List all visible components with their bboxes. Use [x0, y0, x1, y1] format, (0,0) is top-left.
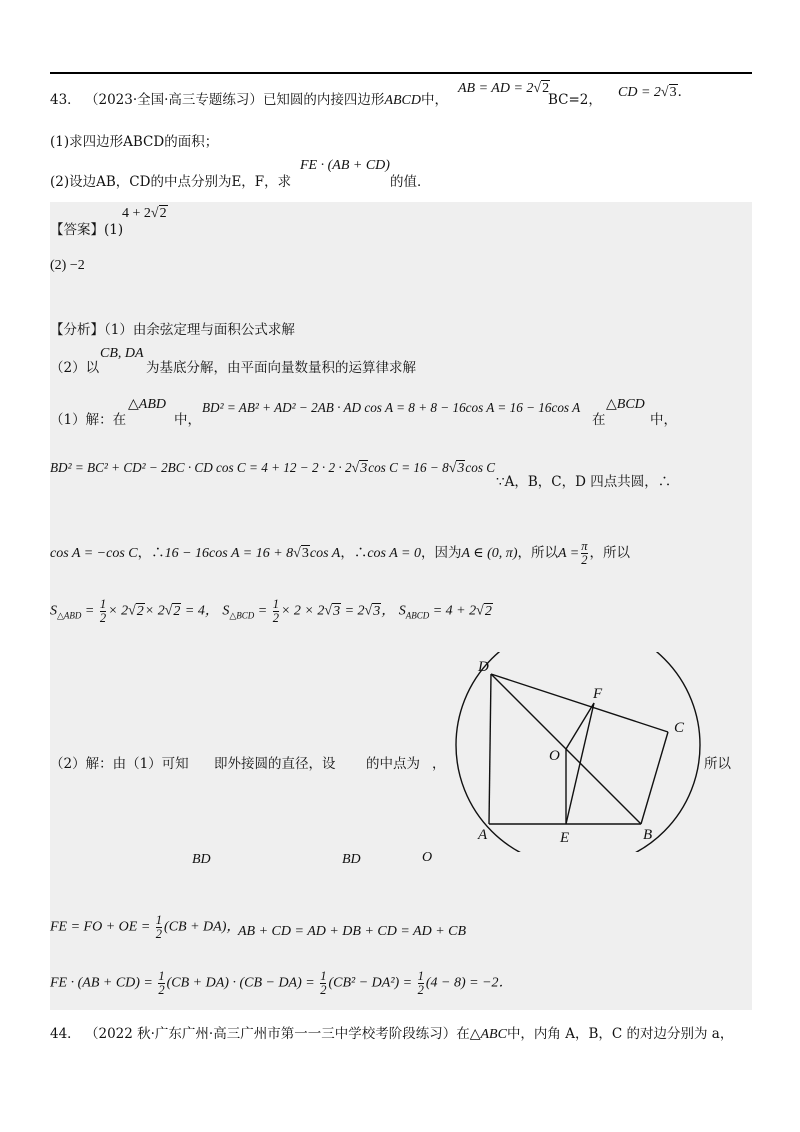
denominator: 2: [272, 611, 279, 625]
equation-part: (CB² − DA²) =: [328, 975, 413, 991]
fraction-one-half: [273, 598, 279, 625]
numerator: 1: [99, 597, 107, 611]
numerator: 1: [155, 913, 163, 927]
solution-2-comma: ，: [432, 756, 446, 772]
equation-part: = 2: [344, 603, 365, 619]
numerator: 1: [272, 597, 279, 611]
equation-part: cos A = 0: [367, 546, 421, 561]
condition-bc-text: BC=2，: [548, 92, 602, 108]
area-equations: $S_{\triangle ABD}$ = $\frac{1}{2}$ × 2√2× 2√2 = 4， $S_{\triangle BCD}$ = $\frac{1}{2}$ × 2 × 2√3 = 2√3， $S_{ABCD} = 4 + 2√2$: [50, 597, 492, 625]
comma: ，: [381, 603, 396, 619]
denominator: 2: [155, 927, 163, 941]
top-rule: [50, 72, 752, 74]
label-d: D: [478, 659, 489, 675]
area-subscript: ABCD: [405, 610, 430, 621]
label-a: A: [478, 827, 488, 843]
root: 2: [173, 603, 181, 619]
question-number: 44．: [50, 1026, 81, 1042]
analysis-line-2: [50, 356, 99, 376]
root: 2: [484, 603, 492, 619]
triangle-abd: △ABD: [128, 397, 166, 412]
part-2-tail: 的值．: [390, 174, 431, 190]
equals: =: [257, 603, 268, 619]
condition-ab-ad: AB = AD = 2√2: [458, 81, 550, 96]
area-symbol: S: [50, 603, 57, 619]
area-subscript: △ABD: [57, 610, 82, 621]
equation-ab-plus-cd: AB + CD = AD + DB + CD = AD + CB: [238, 924, 467, 939]
equation-part: A ∈ (0, π): [461, 546, 518, 561]
solution-2-mid-1: 即外接圆的直径，设: [214, 756, 336, 772]
segment-of: [566, 703, 594, 749]
condition-bc: [548, 88, 602, 108]
circle-figure: [450, 652, 720, 852]
question-text: 中，内角 A，B，C 的对边分别为 a，: [506, 1026, 734, 1042]
period: ．: [677, 84, 692, 100]
answer-line-1: [50, 218, 123, 238]
connector: ，∴: [137, 545, 165, 561]
question-44: [50, 1022, 733, 1043]
root: 3: [457, 461, 465, 476]
question-source: （2023·全国·高三专题练习）: [84, 92, 263, 108]
denominator: 2: [581, 553, 588, 567]
connector: ，∴: [340, 545, 368, 561]
area-symbol: S: [222, 603, 230, 619]
comma: ，: [204, 603, 219, 619]
label-f: F: [593, 686, 603, 702]
solution-2-mid-2: 的中点为: [366, 756, 420, 772]
equation-bd-squared-1: BD² = AB² + AD² − 2AB · AD cos A = 8 + 8 − 16cos A = 16 − 16cos A: [202, 400, 581, 415]
root: 3: [333, 603, 341, 619]
analysis-text-1: （1）由余弦定理与面积公式求解: [104, 322, 295, 338]
fraction-one-half: [158, 970, 164, 997]
condition-cd-text: CD = 2: [618, 85, 661, 100]
equation-part: cos A = −cos C: [50, 546, 138, 561]
root: 2: [542, 81, 550, 96]
equation-part: FE = FO + OE =: [50, 919, 151, 935]
question-text: 在: [456, 1026, 470, 1042]
equation-part: = 4 + 2: [432, 603, 477, 619]
equation-part: × 2: [144, 603, 165, 619]
triangle-abc: △ABC: [469, 1027, 507, 1042]
solution-2-tail: 所以: [704, 756, 731, 772]
equation-part: cos A: [309, 546, 341, 561]
period: ．: [498, 975, 513, 991]
question-text-mid: 中，: [421, 92, 448, 108]
analysis-basis-vectors: CB, DA: [100, 346, 144, 361]
condition-cd: CD = 2√3．: [618, 84, 692, 100]
connector: ，因为: [420, 545, 462, 561]
denominator: 2: [417, 983, 424, 997]
root: 3: [669, 85, 677, 100]
segment-bc: [641, 732, 668, 824]
answer-1-text: 4 + 2: [122, 206, 151, 221]
equation-part: (CB + DA): [164, 919, 227, 935]
numerator: 1: [417, 969, 424, 983]
equation-final: [50, 970, 513, 997]
solution-1-mid: 中，: [174, 412, 201, 428]
fraction-one-half: [418, 970, 424, 997]
denominator: 2: [99, 611, 107, 625]
equation-part: A =: [557, 546, 580, 561]
connector: ，所以: [517, 545, 558, 561]
equation-part: × 2: [108, 603, 129, 619]
solution-1-lead: （1）解：在: [50, 412, 127, 428]
question-number: 43．: [50, 92, 81, 108]
equation-part: × 2 × 2: [280, 603, 325, 619]
numerator: 1: [158, 969, 165, 983]
area-symbol: S: [398, 603, 406, 619]
label-e: E: [560, 830, 570, 846]
solution-line-3: cos A = −cos C，∴16 − 16cos A = 16 + 8√3cos A，∴cos A = 0，因为A ∈ (0, π)，所以A = $\frac{\pi}{2}$ ，所以: [50, 539, 630, 567]
analysis-label: 【分析】: [50, 322, 104, 338]
root: 2: [136, 603, 144, 619]
root: 2: [159, 206, 167, 221]
solution-1-in: 在: [592, 412, 606, 428]
fraction-one-half: [320, 970, 326, 997]
segment-da: [489, 674, 491, 824]
analysis-lead-2: （2）以: [50, 360, 100, 376]
equation-fe-decomposition: [50, 914, 240, 941]
fraction-pi-over-2: [581, 540, 587, 567]
label-c: C: [674, 720, 685, 736]
missing-o: O: [422, 850, 433, 865]
condition-ab-ad-text: AB = AD = 2: [458, 81, 534, 96]
answer-2: (2) −2: [50, 258, 85, 273]
label-o: O: [549, 748, 560, 764]
circumcircle: [456, 652, 700, 852]
equation-part: (4 − 8) = −2: [425, 975, 499, 991]
label-b: B: [643, 827, 653, 843]
equation-part: (CB + DA) · (CB − DA) =: [166, 975, 315, 991]
missing-bd-2: BD: [342, 852, 361, 867]
denominator: 2: [158, 983, 165, 997]
part-2: [50, 170, 291, 190]
part-2-lead: (2)设边AB，CD的中点分别为E，F，求: [50, 174, 292, 190]
equation-part: cos C: [465, 460, 496, 475]
triangle-bcd: △BCD: [606, 397, 645, 412]
numerator: π: [581, 539, 588, 553]
root: 3: [301, 546, 309, 561]
equation-part: FE · (AB + CD) =: [50, 975, 153, 991]
equals: =: [84, 603, 95, 619]
solution-1-end: 中，: [650, 412, 677, 428]
segment-cd: [491, 674, 668, 732]
fraction-one-half: [156, 914, 162, 941]
analysis-line-1: [50, 318, 295, 338]
answer-label: 【答案】(1): [50, 222, 124, 238]
denominator: 2: [320, 983, 327, 997]
equation-part: cos C = 16 − 8: [368, 460, 449, 475]
question-text: 已知圆的内接四边形: [262, 92, 385, 108]
area-subscript: △BCD: [229, 610, 255, 621]
connector: ，所以: [589, 545, 630, 561]
equation-part: 16 − 16cos A = 16 + 8: [164, 546, 294, 561]
answer-1-value: 4 + 2√2: [122, 206, 167, 221]
root: 3: [373, 603, 381, 619]
missing-bd-1: BD: [192, 852, 211, 867]
quad-name: ABCD: [384, 93, 421, 108]
question-source: （2022 秋·广东广州·高三广州市第一一三中学校考阶段练习）: [84, 1026, 457, 1042]
equation-bd-squared-2: BD² = BC² + CD² − 2BC · CD cos C = 4 + 12 − 2 · 2 · 2√3cos C = 16 − 8√3cos C: [50, 460, 496, 476]
fraction-one-half: [100, 598, 106, 625]
numerator: 1: [320, 969, 327, 983]
solution-2-lead: （2）解：由（1）可知: [50, 756, 189, 772]
equation-part: = 4: [184, 603, 205, 619]
part-1: (1)求四边形ABCD的面积；: [50, 134, 219, 150]
analysis-line-2-tail: 为基底分解，由平面向量数量积的运算律求解: [146, 360, 416, 376]
question-43: [50, 88, 448, 109]
part-2-expression: FE · (AB + CD): [300, 158, 390, 173]
comma: ，: [226, 919, 241, 935]
segment-fe: [566, 703, 594, 824]
root: 3: [360, 461, 368, 476]
concyclic-statement: ∵A，B，C，D 四点共圆，∴: [496, 474, 672, 490]
equation-part: BD² = BC² + CD² − 2BC · CD cos C = 4 + 12 − 2 · 2 · 2: [50, 460, 352, 475]
